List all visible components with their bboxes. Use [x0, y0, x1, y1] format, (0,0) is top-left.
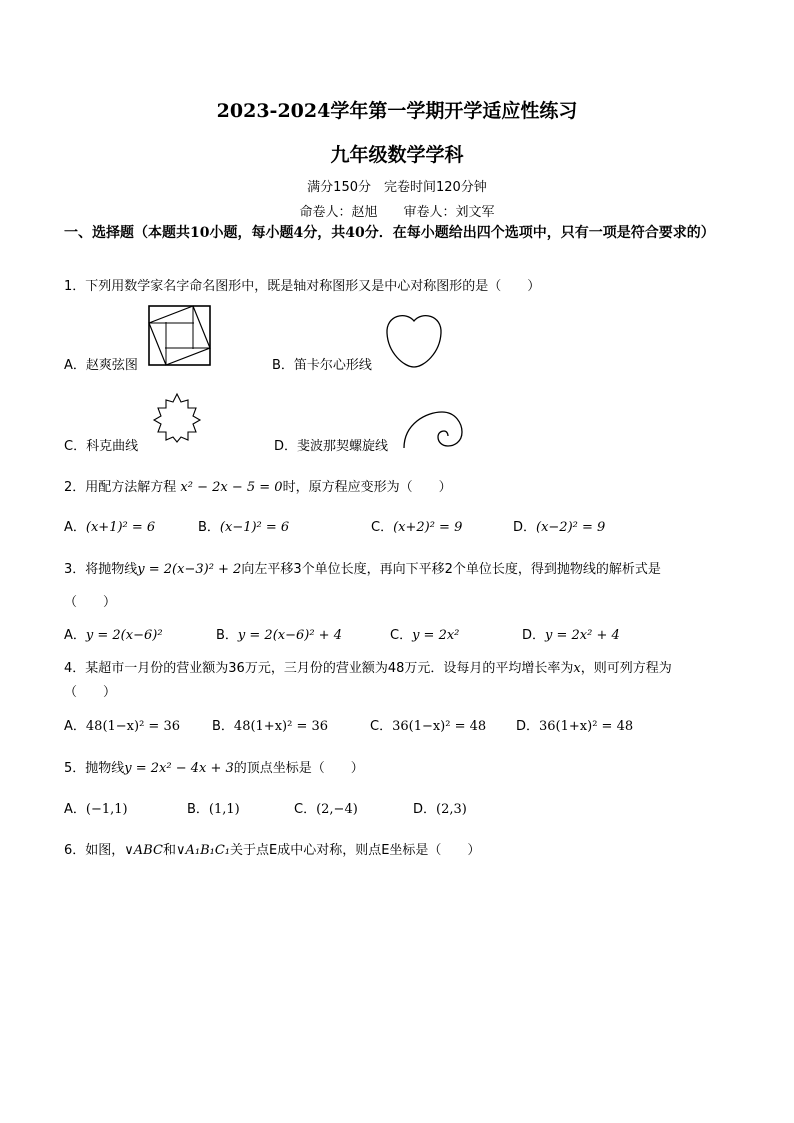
q2-equation: x² − 2x − 5 = 0 — [180, 480, 283, 495]
q1-stem: 1．下列用数学家名字命名图形中，既是轴对称图形又是中心对称图形的是（ ） — [64, 279, 541, 294]
q3-equation: y = 2(x−3)² + 2 — [137, 562, 242, 577]
authors: 命卷人：赵旭 审卷人：刘文军 — [299, 205, 495, 220]
q1-option-d: D．斐波那契螺旋线 — [274, 439, 389, 454]
q4-option-b: B．48(1+x)² = 36 — [212, 719, 329, 734]
q3-option-b: B．y = 2(x−6)² + 4 — [216, 628, 342, 643]
score-time: 满分150分 完卷时间120分钟 — [307, 180, 487, 195]
q5-option-b: B．(1,1) — [187, 802, 240, 817]
q4-stem: 4．某超市一月份的营业额为36万元，三月份的营业额为48万元．设每月的平均增长率为x，则可列方程为 — [64, 661, 672, 676]
q5-option-d: D．(2,3) — [413, 802, 467, 817]
q2-option-d: D．(x−2)² = 9 — [513, 520, 606, 535]
exam-title: 2023-2024学年第一学期开学适应性练习 — [216, 100, 578, 122]
q4-option-a: A．48(1−x)² = 36 — [64, 719, 180, 734]
q5-stem: 5．抛物线y = 2x² − 4x + 3的顶点坐标是（ ） — [64, 761, 364, 776]
fibonacci-spiral-figure — [402, 410, 464, 450]
q3-option-a: A．y = 2(x−6)² — [64, 628, 163, 643]
q5-option-c: C．(2,−4) — [294, 802, 358, 817]
q2-stem — [64, 476, 452, 495]
q1-option-a: A．赵爽弦图 — [64, 358, 138, 373]
exam-subject: 九年级数学学科 — [330, 144, 464, 166]
q2-option-c: C．(x+2)² = 9 — [371, 520, 463, 535]
koch-curve-figure — [150, 392, 204, 444]
q6-stem: 6．如图，∨ABC和∨A₁B₁C₁关于点E成中心对称，则点E坐标是（ ） — [64, 843, 481, 858]
q4-option-d: D．36(1+x)² = 48 — [516, 719, 634, 734]
q3-answer-paren: （ ） — [64, 595, 117, 610]
q4-answer-paren: （ ） — [64, 685, 117, 700]
q1-option-b: B．笛卡尔心形线 — [272, 358, 372, 373]
q5-equation: y = 2x² − 4x + 3 — [124, 761, 234, 776]
q4-option-c: C．36(1−x)² = 48 — [370, 719, 487, 734]
q5-option-a: A．(−1,1) — [64, 802, 128, 817]
q2-stem-pre: 2．用配方法解方程 — [64, 480, 181, 495]
zhao-shuang-figure — [148, 305, 212, 367]
cardioid-figure — [384, 313, 444, 369]
q3-option-c: C．y = 2x² — [390, 628, 460, 643]
q2-stem-post: 时，原方程应变形为（ ） — [282, 480, 452, 495]
q2-option-a: A．(x+1)² = 6 — [64, 520, 156, 535]
q3-option-d: D．y = 2x² + 4 — [522, 628, 620, 643]
q1-option-c: C．科克曲线 — [64, 439, 139, 454]
q2-option-b: B．(x−1)² = 6 — [198, 520, 290, 535]
q3-stem: 3．将抛物线y = 2(x−3)² + 2向左平移3个单位长度，再向下平移2个单位长度，得到抛物线的解析式是 — [64, 562, 661, 577]
section-heading: 一、选择题（本题共10小题，每小题4分，共40分．在每小题给出四个选项中，只有一项是符合要求的） — [64, 225, 715, 241]
